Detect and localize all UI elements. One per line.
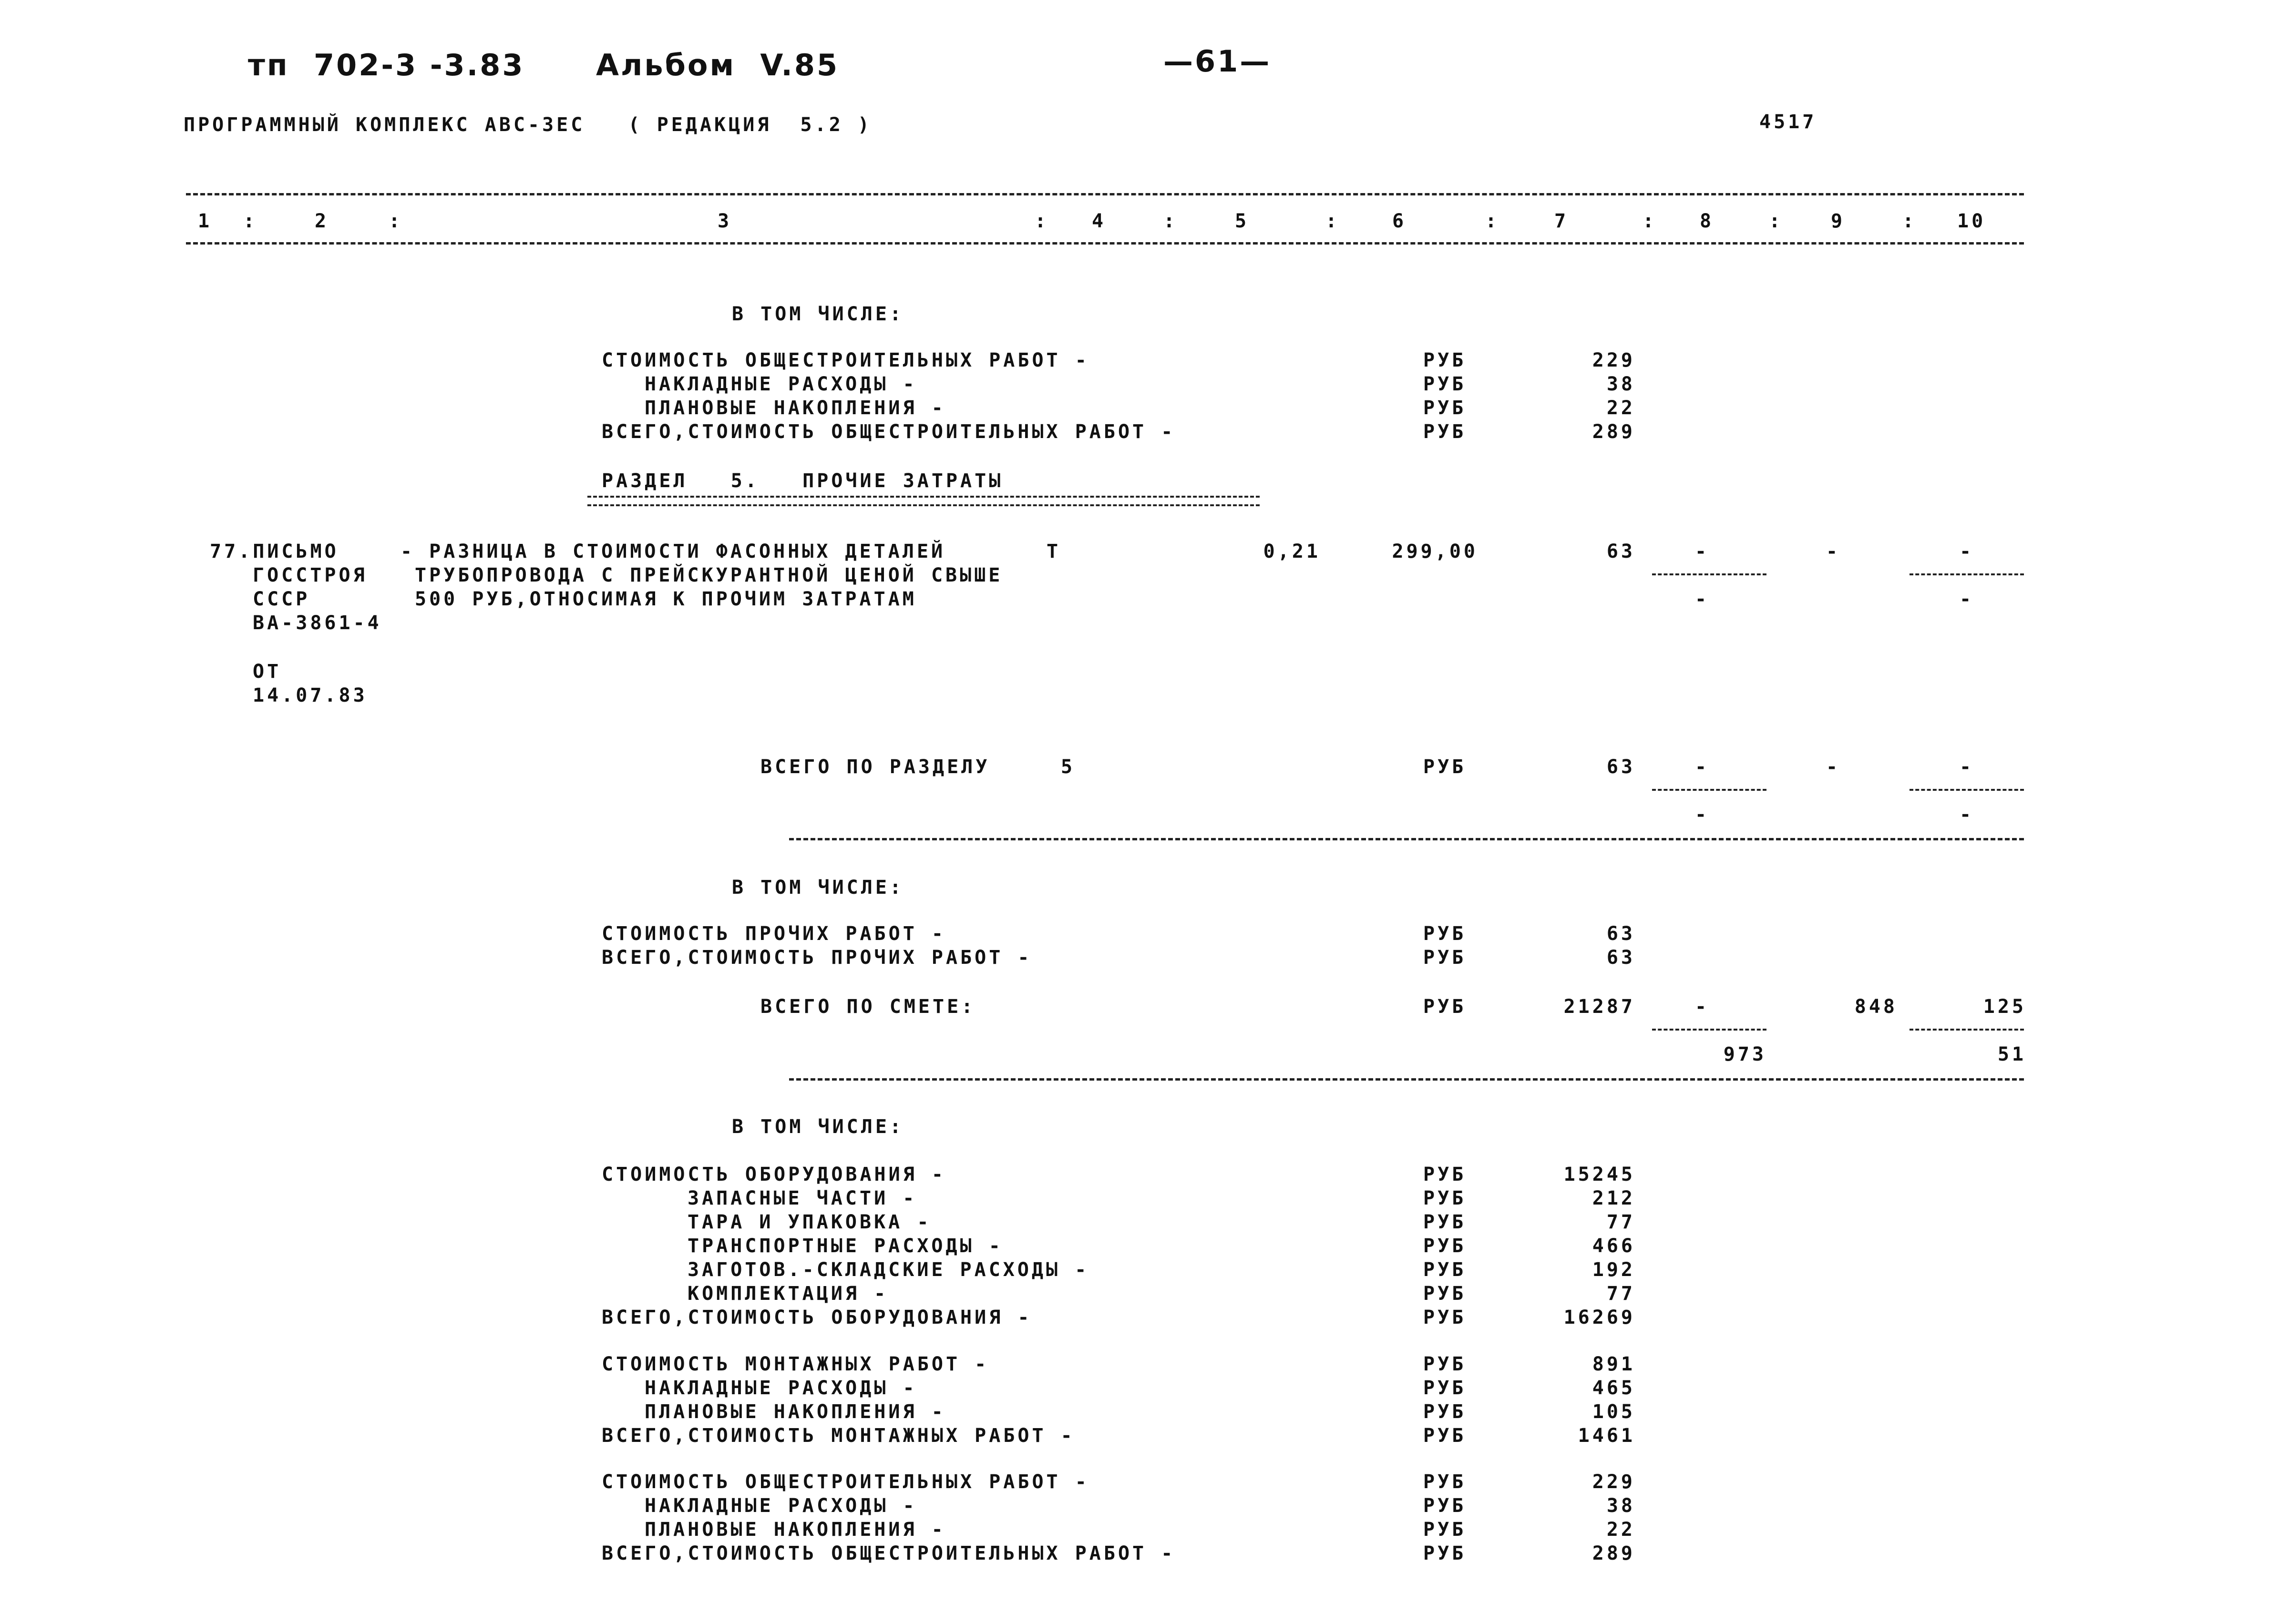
column-number: 9 bbox=[1831, 210, 1846, 232]
item-reference: СССР bbox=[253, 588, 310, 610]
project-number: тп 702-3 -3.83 bbox=[248, 48, 525, 82]
cost-unit: РУБ bbox=[1423, 1401, 1467, 1423]
cost-label: ПЛАНОВЫЕ НАКОПЛЕНИЯ - bbox=[645, 1519, 946, 1541]
cost-label: ЗАГОТОВ.-СКЛАДСКИЕ РАСХОДЫ - bbox=[688, 1259, 1089, 1281]
column-number: 2 bbox=[315, 210, 329, 232]
cost-unit: РУБ bbox=[1423, 1283, 1467, 1305]
cost-label: ПЛАНОВЫЕ НАКОПЛЕНИЯ - bbox=[645, 397, 946, 419]
column-number: 8 bbox=[1700, 210, 1715, 232]
cost-label: НАКЛАДНЫЕ РАСХОДЫ - bbox=[645, 373, 917, 395]
cost-unit: РУБ bbox=[1423, 421, 1467, 443]
item-unit: Т bbox=[1047, 541, 1061, 562]
cost-label: КОМПЛЕКТАЦИЯ - bbox=[688, 1283, 889, 1305]
item-price: 299,00 bbox=[1392, 541, 1478, 562]
col8-value: - bbox=[1695, 996, 1710, 1018]
col10-value: - bbox=[1960, 756, 1974, 778]
cost-value: 77 bbox=[1606, 1211, 1635, 1233]
column-number: 10 bbox=[1957, 210, 1986, 232]
item-reference: ОТ bbox=[253, 661, 282, 683]
document-code: 4517 bbox=[1759, 111, 1817, 133]
cost-label: НАКЛАДНЫЕ РАСХОДЫ - bbox=[645, 1495, 917, 1517]
col9-value: - bbox=[1826, 756, 1841, 778]
cost-value: 465 bbox=[1592, 1377, 1635, 1399]
section-title: РАЗДЕЛ 5. ПРОЧИЕ ЗАТРАТЫ bbox=[602, 470, 1004, 492]
cost-unit: РУБ bbox=[1423, 947, 1467, 969]
item-reference: 14.07.83 bbox=[253, 684, 368, 706]
col8-rule bbox=[1652, 789, 1766, 791]
cost-unit: РУБ bbox=[1423, 1235, 1467, 1257]
cost-unit: РУБ bbox=[1423, 1519, 1467, 1541]
cost-unit: РУБ bbox=[1423, 1542, 1467, 1564]
item-description: 500 РУБ,ОТНОСИМАЯ К ПРОЧИМ ЗАТРАТАМ bbox=[415, 588, 917, 610]
col9-value: - bbox=[1826, 541, 1841, 562]
col10-rule bbox=[1910, 573, 2024, 575]
page-number: —61— bbox=[1163, 44, 1272, 79]
col9-value: 848 bbox=[1854, 996, 1898, 1018]
col10-value: 51 bbox=[1997, 1043, 2026, 1065]
col10-value: 125 bbox=[1983, 996, 2026, 1018]
column-number: 7 bbox=[1554, 210, 1569, 232]
program-header: ПРОГРАММНЫЙ КОМПЛЕКС АВС-3ЕС ( РЕДАКЦИЯ 5.2 ) bbox=[184, 114, 872, 136]
section-total-unit: РУБ bbox=[1423, 756, 1467, 778]
cost-value: 229 bbox=[1592, 1471, 1635, 1493]
cost-label: СТОИМОСТЬ ОБЩЕСТРОИТЕЛЬНЫХ РАБОТ - bbox=[602, 349, 1089, 371]
cost-value: 1461 bbox=[1578, 1425, 1635, 1447]
cost-unit: РУБ bbox=[1423, 373, 1467, 395]
album-number: Альбом V.85 bbox=[596, 48, 840, 82]
cost-value: 16269 bbox=[1563, 1307, 1635, 1328]
estimate-total-value: 21287 bbox=[1563, 996, 1635, 1018]
cost-unit: РУБ bbox=[1423, 1353, 1467, 1375]
cost-label: СТОИМОСТЬ ОБЩЕСТРОИТЕЛЬНЫХ РАБОТ - bbox=[602, 1471, 1089, 1493]
column-separator: : bbox=[1485, 210, 1500, 232]
column-number: 4 bbox=[1092, 210, 1107, 232]
cost-unit: РУБ bbox=[1423, 1211, 1467, 1233]
cost-unit: РУБ bbox=[1423, 349, 1467, 371]
item-reference: ГОССТРОЯ bbox=[253, 564, 368, 586]
column-separator: : bbox=[1163, 210, 1178, 232]
cost-value: 63 bbox=[1606, 947, 1635, 969]
section-total-number: 5 bbox=[1061, 756, 1076, 778]
cost-value: 15245 bbox=[1563, 1164, 1635, 1185]
cost-label: СТОИМОСТЬ ОБОРУДОВАНИЯ - bbox=[602, 1164, 946, 1185]
cost-unit: РУБ bbox=[1423, 1164, 1467, 1185]
estimate-total-unit: РУБ bbox=[1423, 996, 1467, 1018]
col8-rule bbox=[1652, 1029, 1766, 1031]
section-separator bbox=[789, 1078, 2024, 1081]
header-rule-bottom bbox=[186, 242, 2024, 245]
header-rule-top bbox=[186, 193, 2024, 195]
cost-value: 229 bbox=[1592, 349, 1635, 371]
col8-rule bbox=[1652, 573, 1766, 575]
column-separator: : bbox=[1902, 210, 1917, 232]
cost-value: 289 bbox=[1592, 421, 1635, 443]
cost-unit: РУБ bbox=[1423, 1307, 1467, 1328]
cost-value: 289 bbox=[1592, 1542, 1635, 1564]
cost-label: ВСЕГО,СТОИМОСТЬ ОБОРУДОВАНИЯ - bbox=[602, 1307, 1032, 1328]
cost-unit: РУБ bbox=[1423, 1425, 1467, 1447]
cost-label: НАКЛАДНЫЕ РАСХОДЫ - bbox=[645, 1377, 917, 1399]
col10-value: - bbox=[1960, 588, 1974, 610]
column-number: 5 bbox=[1235, 210, 1250, 232]
cost-unit: РУБ bbox=[1423, 1377, 1467, 1399]
section-separator bbox=[789, 838, 2024, 840]
cost-value: 22 bbox=[1606, 397, 1635, 419]
column-number: 6 bbox=[1392, 210, 1407, 232]
cost-unit: РУБ bbox=[1423, 397, 1467, 419]
col10-rule bbox=[1910, 789, 2024, 791]
column-separator: : bbox=[1035, 210, 1049, 232]
col10-value: - bbox=[1960, 804, 1974, 826]
cost-value: 891 bbox=[1592, 1353, 1635, 1375]
cost-label: СТОИМОСТЬ ПРОЧИХ РАБОТ - bbox=[602, 923, 946, 945]
column-separator: : bbox=[1769, 210, 1784, 232]
cost-value: 38 bbox=[1606, 1495, 1635, 1517]
cost-label: ТАРА И УПАКОВКА - bbox=[688, 1211, 932, 1233]
col10-rule bbox=[1910, 1029, 2024, 1031]
item-quantity: 0,21 bbox=[1263, 541, 1321, 562]
col8-value: 973 bbox=[1723, 1043, 1766, 1065]
cost-value: 105 bbox=[1592, 1401, 1635, 1423]
cost-value: 466 bbox=[1592, 1235, 1635, 1257]
cost-unit: РУБ bbox=[1423, 1471, 1467, 1493]
section-title-underline bbox=[587, 496, 1260, 506]
column-separator: : bbox=[1643, 210, 1657, 232]
cost-label: ЗАПАСНЫЕ ЧАСТИ - bbox=[688, 1187, 917, 1209]
column-separator: : bbox=[1325, 210, 1340, 232]
cost-value: 22 bbox=[1606, 1519, 1635, 1541]
col10-value: - bbox=[1960, 541, 1974, 562]
column-separator: : bbox=[389, 210, 403, 232]
item-reference: 77.ПИСЬМО bbox=[210, 541, 339, 562]
section-heading: В ТОМ ЧИСЛЕ: bbox=[732, 303, 904, 325]
cost-label: СТОИМОСТЬ МОНТАЖНЫХ РАБОТ - bbox=[602, 1353, 989, 1375]
cost-label: ТРАНСПОРТНЫЕ РАСХОДЫ - bbox=[688, 1235, 1003, 1257]
cost-value: 38 bbox=[1606, 373, 1635, 395]
cost-unit: РУБ bbox=[1423, 923, 1467, 945]
cost-label: ВСЕГО,СТОИМОСТЬ ПРОЧИХ РАБОТ - bbox=[602, 947, 1032, 969]
cost-label: ВСЕГО,СТОИМОСТЬ МОНТАЖНЫХ РАБОТ - bbox=[602, 1425, 1075, 1447]
cost-label: ВСЕГО,СТОИМОСТЬ ОБЩЕСТРОИТЕЛЬНЫХ РАБОТ - bbox=[602, 421, 1176, 443]
cost-value: 212 bbox=[1592, 1187, 1635, 1209]
item-reference: ВА-3861-4 bbox=[253, 612, 382, 634]
column-separator: : bbox=[243, 210, 258, 232]
cost-label: ВСЕГО,СТОИМОСТЬ ОБЩЕСТРОИТЕЛЬНЫХ РАБОТ - bbox=[602, 1542, 1176, 1564]
column-number: 3 bbox=[718, 210, 732, 232]
cost-label: ПЛАНОВЫЕ НАКОПЛЕНИЯ - bbox=[645, 1401, 946, 1423]
section-total-label: ВСЕГО ПО РАЗДЕЛУ bbox=[760, 756, 990, 778]
col8-value: - bbox=[1695, 541, 1710, 562]
section-heading: В ТОМ ЧИСЛЕ: bbox=[732, 877, 904, 899]
cost-value: 63 bbox=[1606, 923, 1635, 945]
section-total-value: 63 bbox=[1606, 756, 1635, 778]
col8-value: - bbox=[1695, 804, 1710, 826]
item-total: 63 bbox=[1606, 541, 1635, 562]
cost-unit: РУБ bbox=[1423, 1187, 1467, 1209]
item-description: ТРУБОПРОВОДА С ПРЕЙСКУРАНТНОЙ ЦЕНОЙ СВЫШЕ bbox=[415, 564, 1003, 586]
cost-value: 77 bbox=[1606, 1283, 1635, 1305]
cost-unit: РУБ bbox=[1423, 1495, 1467, 1517]
column-number: 1 bbox=[198, 210, 213, 232]
col8-value: - bbox=[1695, 756, 1710, 778]
section-heading: В ТОМ ЧИСЛЕ: bbox=[732, 1116, 904, 1138]
cost-unit: РУБ bbox=[1423, 1259, 1467, 1281]
cost-value: 192 bbox=[1592, 1259, 1635, 1281]
col8-value: - bbox=[1695, 588, 1710, 610]
estimate-total-label: ВСЕГО ПО СМЕТЕ: bbox=[760, 996, 976, 1018]
item-description: - РАЗНИЦА В СТОИМОСТИ ФАСОННЫХ ДЕТАЛЕЙ bbox=[400, 541, 946, 562]
